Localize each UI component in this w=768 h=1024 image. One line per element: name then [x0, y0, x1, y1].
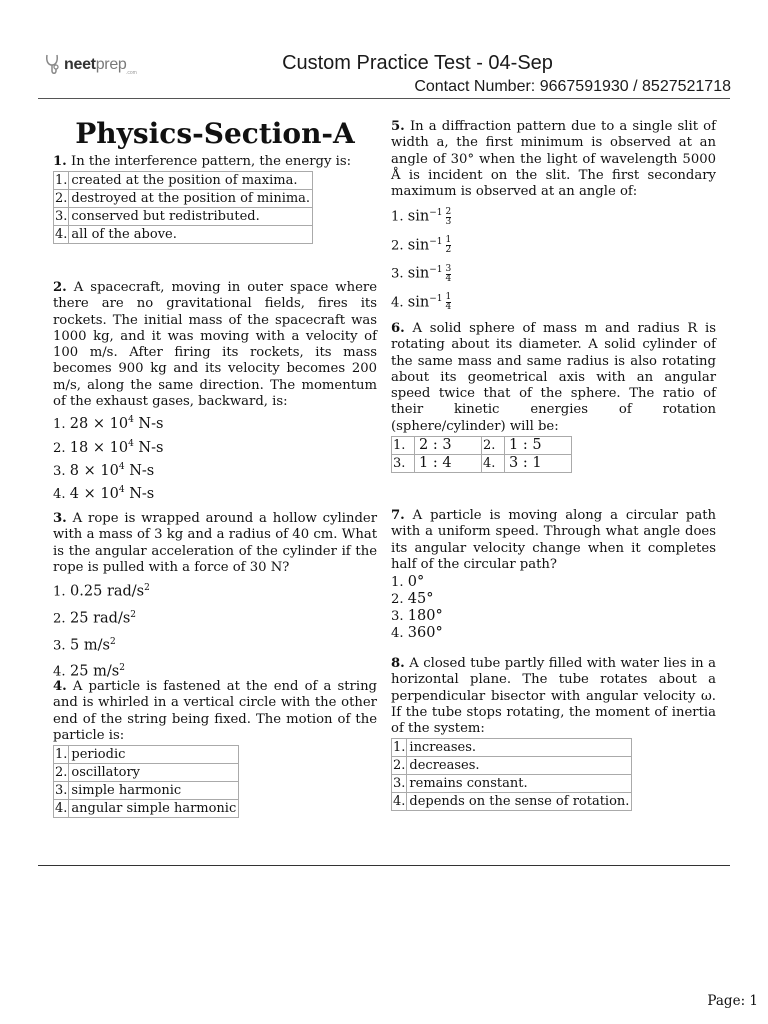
question-2: 2. A spacecraft, moving in outer space where there are no gravitational fields, fires its rockets. The initial mass of the spacecraft was 1000 kg, and it was moving with a velocity of 100 m/s. After firing its rockets, its mass becomes 900 kg and its velocity becomes 200 m/s, along the same direction. The momentum of the exhaust gases, backward, is: 1. $28 \times 10^4$ N-s 2. $18 \times 10^4$ N-s 3. $8 \times 10^4$ N-s 4. $4 \times 10^4$ N-s [53, 280, 377, 505]
option-item[interactable]: 3. 5 $m/s^2$ [53, 636, 116, 654]
option-row[interactable]: 4. all of the above. [54, 226, 313, 244]
option-item[interactable]: 2. 25 rad/$s^2$ [53, 609, 137, 627]
options-table [53, 171, 313, 244]
option-item[interactable]: 2. $18 \times 10^4$ N-s [53, 438, 164, 456]
header-divider [38, 98, 730, 99]
option-label: 1. [392, 437, 415, 455]
option-item[interactable]: 2. $\sin^{-1}$ $\frac{1}{2}$ [391, 235, 452, 256]
option-row[interactable]: 1. created at the position of maxima. [54, 172, 313, 190]
option-item[interactable]: 1. 0° [391, 574, 425, 591]
option-label: 4. [482, 455, 505, 473]
stethoscope-icon [44, 53, 62, 77]
option-item[interactable]: 3. 180° [391, 608, 443, 625]
options-grid [391, 436, 572, 473]
option-row[interactable]: 3. remains constant. [392, 775, 632, 793]
option-value[interactable]: 1 : 5 [505, 437, 572, 455]
options-table [391, 738, 632, 811]
test-title: Custom Practice Test - 04-Sep [282, 52, 553, 74]
option-label: 2. [482, 437, 505, 455]
option-row[interactable]: 2. oscillatory [54, 764, 239, 782]
question-3: 3. A rope is wrapped around a hollow cylinder with a mass of 3 kg and a radius of 40 cm. What is the angular acceleration of the cylinder if the rope is pulled with a force of 30 N? 1. 0.25 rad/$s^2$ 2. 25 rad/$s^2$ 3. 5 $m/s^2$ 4. 25 $m/s^2$ [53, 511, 377, 684]
contact-number: Contact Number: 9667591930 / 8527521718 [414, 78, 731, 95]
options-list [391, 574, 716, 642]
option-item[interactable]: 1. $28 \times 10^4$ N-s [53, 415, 164, 433]
page-number: Page: 1 [707, 993, 758, 1009]
neetprep-logo [44, 52, 137, 78]
option-item[interactable]: 4. 25 $m/s^2$ [53, 663, 125, 680]
option-item[interactable]: 2. 45° [391, 591, 434, 608]
footer-divider [38, 865, 730, 866]
question-8: 8. A closed tube partly filled with water lies in a horizontal plane. The tube rotates about a perpendicular bisector with angular velocity ω. If the tube stops rotating, the moment of inertia of the system: 1. increases. 2. decreases. 3. remains constant. 4. depends on the sense of rotation. [391, 656, 716, 810]
options-list [53, 411, 377, 504]
option-item[interactable]: 3. $\sin^{-1}$ $\frac{3}{4}$ [391, 263, 452, 284]
option-item[interactable]: 1. 0.25 rad/$s^2$ [53, 583, 150, 600]
option-item[interactable]: 1. $\sin^{-1}$ $\frac{2}{3}$ [391, 206, 452, 227]
option-row[interactable]: 4. depends on the sense of rotation. [392, 793, 632, 811]
option-row[interactable]: 4. angular simple harmonic [54, 800, 239, 818]
option-label: 3. [392, 455, 415, 473]
option-value[interactable]: 3 : 1 [505, 455, 572, 473]
option-row[interactable]: 3. conserved but redistributed. [54, 208, 313, 226]
option-row[interactable]: 2. destroyed at the position of minima. [54, 190, 313, 208]
option-row[interactable]: 1. increases. [392, 739, 632, 757]
logo-wordmark: neetprep [64, 56, 127, 73]
option-value[interactable]: 2 : 3 [415, 437, 482, 455]
options-list [53, 577, 377, 684]
option-row[interactable]: 1. periodic [54, 746, 239, 764]
option-row[interactable]: 2. decreases. [392, 757, 632, 775]
options-table [53, 745, 239, 818]
question-4: 4. A particle is fastened at the end of a string and is whirled in a vertical circle with the other end of the string being fixed. The motion of the particle is: 1. periodic 2. oscillatory 3. simple harmonic 4. angular simple harmonic [53, 679, 378, 817]
question-5: 5. In a diffraction pattern due to a single slit of width a, the first minimum is observed at an angle of 30° when the light of wavelength 5000 Å is incident on the slit. The first secondary maximum is observed at an angle of: 1. $\sin^{-1}$ $\frac{2}{3}$ 2. $\sin^{-1}$ $\frac{1}{2}$ 3. $\sin^{-1}$ $\frac{3}{4}$ 4. $\sin^{-1}$ $\frac{1}{4}$ [391, 119, 716, 315]
option-item[interactable]: 4. 360° [391, 625, 443, 642]
question-1: 1. In the interference pattern, the energy is: 1. created at the position of maxima. 2. destroyed at the position of minima. 3. conserved but redistributed. 4. all of the above. [53, 154, 352, 243]
section-title: Physics-Section-A [75, 117, 355, 150]
question-7: 7. A particle is moving along a circular path with a uniform speed. Through what angle does its angular velocity change when it completes half of the circular path? 1. 0° 2. 45° 3. 180° 4. 360° [391, 508, 716, 642]
options-list [391, 201, 716, 315]
option-item[interactable]: 4. $4 \times 10^4$ N-s [53, 485, 155, 503]
option-item[interactable]: 4. $\sin^{-1}$ $\frac{1}{4}$ [391, 292, 452, 313]
option-item[interactable]: 3. $8 \times 10^4$ N-s [53, 462, 155, 479]
option-row[interactable]: 3. simple harmonic [54, 782, 239, 800]
question-6: 6. A solid sphere of mass m and radius R is rotating about its diameter. A solid cylinder of the same mass and same radius is also rotating about its geometrical axis with an angular speed twice that of the sphere. The ratio of their kinetic energies of rotation (sphere/cylinder) will be: 1. 2 : 3 2. 1 : 5 3. 1 : 4 4. 3 : 1 [391, 321, 716, 472]
option-value[interactable]: 1 : 4 [415, 455, 482, 473]
logo-subtext: .com [126, 70, 137, 76]
